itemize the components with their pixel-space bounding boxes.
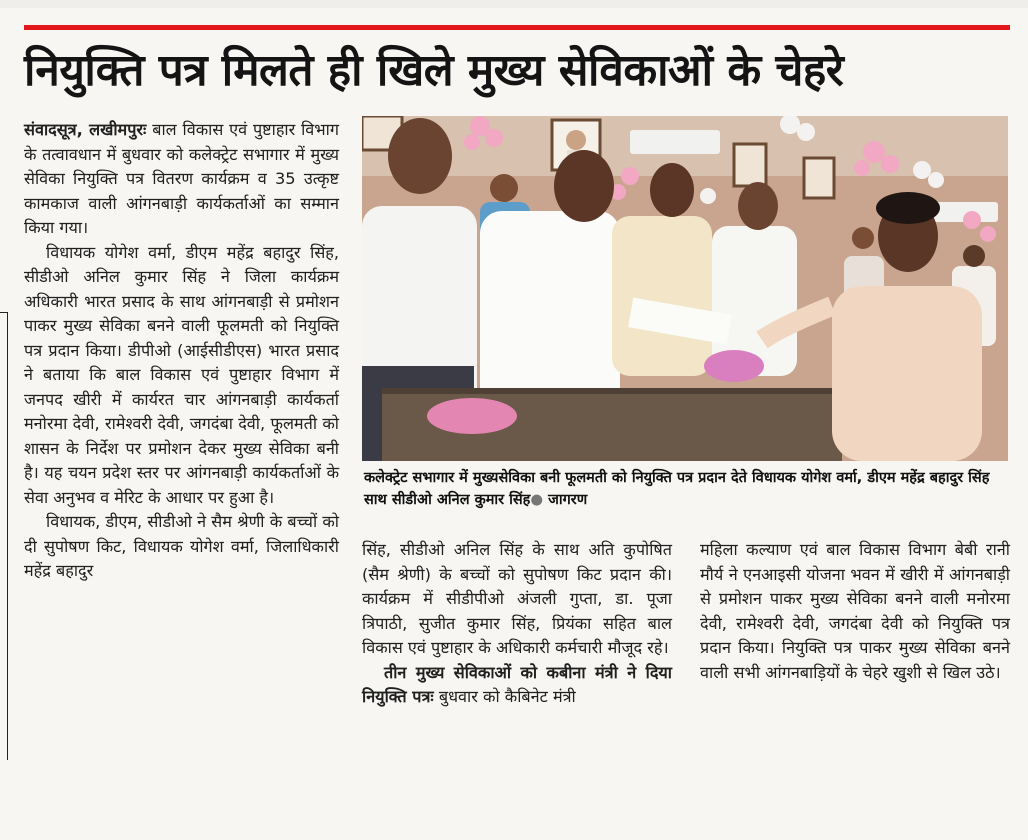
dateline: संवादसूत्र, लखीमपुरः xyxy=(24,120,147,139)
news-photo xyxy=(362,116,1008,461)
headline-rule xyxy=(24,25,1010,30)
column-2-continuation: बुधवार को कैबिनेट मंत्री xyxy=(438,687,576,706)
column-2-text: सिंह, सीडीओ अनिल सिंह के साथ अति कुपोषित (सैम श्रेणी) के बच्चों को सुपोषण किट प्रदान की। कार्यक्रम में सीडीपीओ अंजली गुप्ता, डा. पूजा त्रिपाठी, सुजीत कुमार सिंह, प्रियंका सहित बाल विकास एवं पुष्टाहार के अधिकारी कर्मचारी मौजूद रहे। xyxy=(362,540,672,657)
article-column-3 xyxy=(700,538,1010,685)
column-border-tick xyxy=(0,312,8,313)
caption-text: कलेक्ट्रेट सभागार में मुख्यसेविका बनी फूलमती को नियुक्ति पत्र प्रदान देते विधायक योगेश वर्मा, डीएम महेंद्र बहादुर सिंह साथ सीडीओ अनिल कुमार सिंह xyxy=(364,470,990,508)
lead-text: बाल विकास एवं पुष्टाहार विभाग के तत्वावधान में बुधवार को कलेक्ट्रेट सभागार में मुख्य सेविका नियुक्ति पत्र वितरण कार्यक्रम व 35 उत्कृष्ट कामकाज वाली आंगनबाड़ी कार्यकर्ताओं का सम्मान किया गया। xyxy=(24,120,339,237)
bullet-icon: ● xyxy=(530,492,544,508)
paragraph-3: विधायक, डीएम, सीडीओ ने सैम श्रेणी के बच्चों को दी सुपोषण किट, विधायक योगेश वर्मा, जिलाधिकारी महेंद्र बहादुर xyxy=(24,512,339,580)
subhead-paragraph xyxy=(362,661,672,710)
ceremony-photo-illustration xyxy=(362,116,1008,461)
lead-paragraph xyxy=(24,118,339,241)
paragraph-2: विधायक योगेश वर्मा, डीएम महेंद्र बहादुर सिंह, सीडीओ अनिल कुमार सिंह ने जिला कार्यक्रम अधिकारी भारत प्रसाद के साथ आंगनबाड़ी से प्रमोशन पाकर मुख्य सेविका बनने वाली फूलमती को नियुक्ति पत्र प्रदान किया। डीपीओ (आईसीडीएस) भारत प्रसाद ने बताया कि बाल विकास एवं पुष्टाहार विभाग में जनपद खीरी में कार्यरत चार आंगनबाड़ी कार्यकर्ता मनोरमा देवी, रामेश्वरी देवी, जगदंबा देवी, फूलमती को शासन के निर्देश पर प्रमोशन देकर मुख्य सेविका बनी है। यह चयन प्रदेश स्तर पर आंगनबाड़ी कार्यकर्ताओं के सेवा अनुभव व मेरिट के आधार पर हुआ है। xyxy=(24,242,339,507)
subhead: तीन मुख्य सेविकाओं को कबीना मंत्री ने दिया नियुक्ति पत्रः xyxy=(362,662,672,706)
photo-caption xyxy=(364,467,1004,511)
article-column-2 xyxy=(362,538,672,710)
photo-credit: जागरण xyxy=(548,492,588,508)
article-column-1 xyxy=(24,118,339,584)
column-3-text: महिला कल्याण एवं बाल विकास विभाग बेबी रानी मौर्य ने एनआइसी योजना भवन में खीरी में आंगनबाड़ी से प्रमोशन पाकर मुख्य सेविका बनने वाली मनोरमा देवी, रामेश्वरी देवी, जगदंबा देवी को नियुक्ति पत्र प्रदान किया। नियुक्ति पत्र पाकर मुख्य सेविका बनने वाली सभी आंगनबाड़ियों के चेहरे खुशी से खिल उठे। xyxy=(700,540,1010,682)
previous-page-strip xyxy=(0,0,1028,8)
column-border xyxy=(7,312,8,760)
headline: नियुक्ति पत्र मिलते ही खिले मुख्य सेविकाओं के चेहरे xyxy=(24,45,844,96)
